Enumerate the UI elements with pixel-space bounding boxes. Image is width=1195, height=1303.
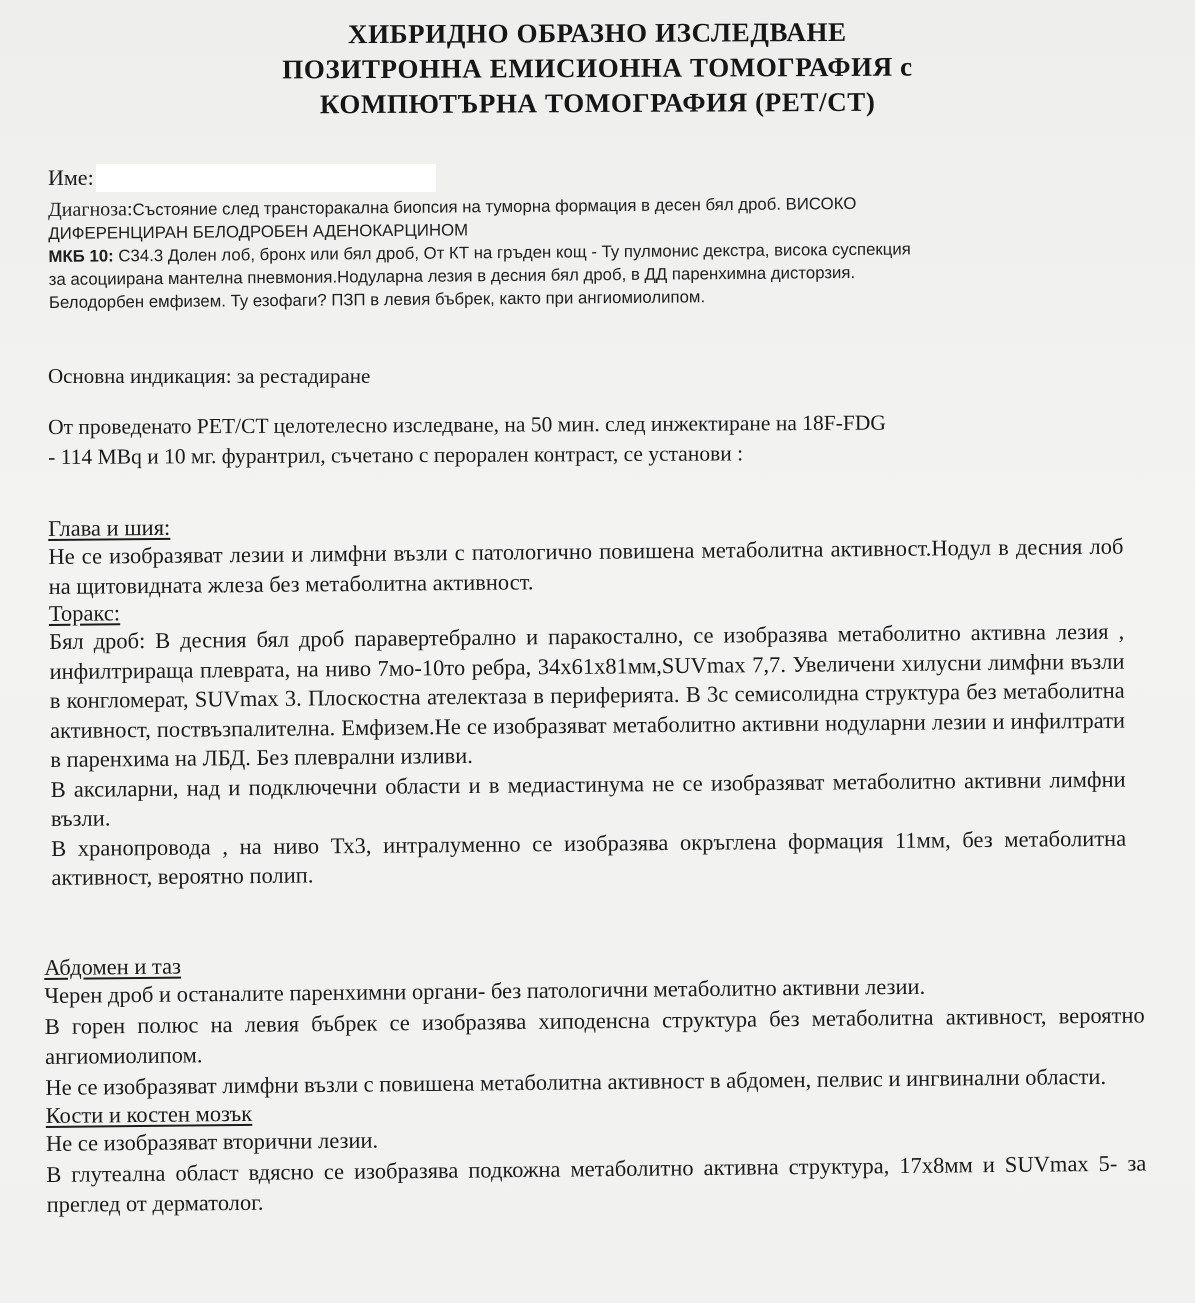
name-label: Име: [48, 165, 94, 190]
mkb-label: МКБ 10: [48, 246, 114, 266]
section-heading-thorax: Торакс: [48, 600, 121, 626]
thorax-paragraph-3: В хранопровода , на ниво Тх3, интралуменно се изобразява окръглена формация 11мм, без метаболитна активност, вероятно полип. [51, 825, 1127, 890]
abdomen-paragraph-2: В горен полюс на левия бъбрек се изобразява хиподенсна структура без метаболитна активност, вероятно ангиомиолипом. [44, 1001, 1145, 1069]
findings-upper [48, 506, 1127, 893]
diagnosis-text-1: Състояние след трансторакална биопсия на туморна формация в десен бял дроб. ВИСОКО [132, 193, 857, 220]
section-heading-abdomen: Абдомен и таз [44, 953, 182, 980]
diagnosis-label: Диагноза: [48, 198, 133, 221]
method-line-2: - 114 MBq и 10 мг. фурантрил, съчетано с перорален контраст, се установи : [48, 441, 744, 469]
findings-lower [44, 943, 1147, 1220]
diagnosis-text-4: Белодорбен емфизем. Ту езофаги? ПЗП в левия бъбрек, както при ангиомиолипом. [48, 287, 706, 312]
main-indication: Основна индикация: за рестадиране [48, 364, 371, 388]
method-block [48, 406, 1143, 472]
title-line-3: КОМПЮТЪРНА ТОМОГРАФИЯ (PET/CT) [319, 86, 876, 120]
abdomen-paragraph-3: Не се изобразяват лимфни възли с повишена метаболитна активност в абдомен, пелвис и ингвинални области. [45, 1063, 1107, 1100]
diagnosis-text-3: за асоциирана мантелна пневмония.Нодуларна лезия в десния бял дроб, в ДД паренхимна дисторзия. [48, 262, 856, 289]
section-heading-head-neck: Глава и шия: [48, 514, 171, 541]
title-line-1: ХИБРИДНО ОБРАЗНО ИЗСЛЕДВАНЕ [347, 16, 847, 50]
title-line-2: ПОЗИТРОННА ЕМИСИОННА ТОМОГРАФИЯ с [282, 51, 913, 85]
thorax-paragraph-2: В аксиларни, над и подключечни области и в медиастинума не се изобразяват метаболитно активни лимфни възли. [50, 766, 1126, 831]
thorax-paragraph-1: Бял дроб: В десния бял дроб паравертебрално и паракостално, се изобразява метаболитно активна лезия , инфилтрираща плеврата, на ниво 7мо-10то ребра, 34х61х81мм,SUVmax 7,7. Увеличени хилусни лимфни възли в конгломерат, SUVmax 3. Плоскостна ателектаза в периферията. В 3с семисолидна структура без метаболитна активност, поствъзпалителна. Емфизем.Не се изобразяват метаболитно активни нодуларни лезии и инфилтрати в паренхима на ЛБД. Без плеврални изливи. [49, 618, 1126, 772]
head-neck-text: Не се изобразяват лезии и лимфни възли с патологично повишена метаболитна активност.Нодул в десния лоб на щитовидната жлеза без метаболитна активност. [48, 533, 1124, 599]
bones-paragraph-2: В глутеална област вдясно се изобразява подкожна метаболитно активна структура, 17х8мм и SUVmax 5- за преглед от дерматолог. [46, 1149, 1147, 1217]
mkb-text: С34.3 Долен лоб, бронх или бял дроб, От КТ на гръден кощ - Ту пулмонис декстра, висока суспекция [113, 239, 911, 266]
diagnosis-text-2: ДИФЕРЕНЦИРАН БЕЛОДРОБЕН АДЕНОКАРЦИНОМ [48, 220, 469, 243]
abdomen-paragraph-1: Черен дроб и останалите паренхимни органи- без патологични метаболитно активни лезии. [44, 973, 926, 1008]
diagnosis-block [48, 189, 1144, 314]
redacted-name [96, 164, 436, 192]
section-heading-bones: Кости и костен мозък [45, 1100, 253, 1128]
bones-paragraph-1: Не се изобразяват вторични лезии. [45, 1127, 379, 1156]
method-line-1: От проведенато PET/CT целотелесно изследване, на 50 мин. след инжектиране на 18F-FDG [48, 410, 886, 439]
patient-name-row [48, 164, 1143, 192]
report-title [0, 13, 1195, 123]
